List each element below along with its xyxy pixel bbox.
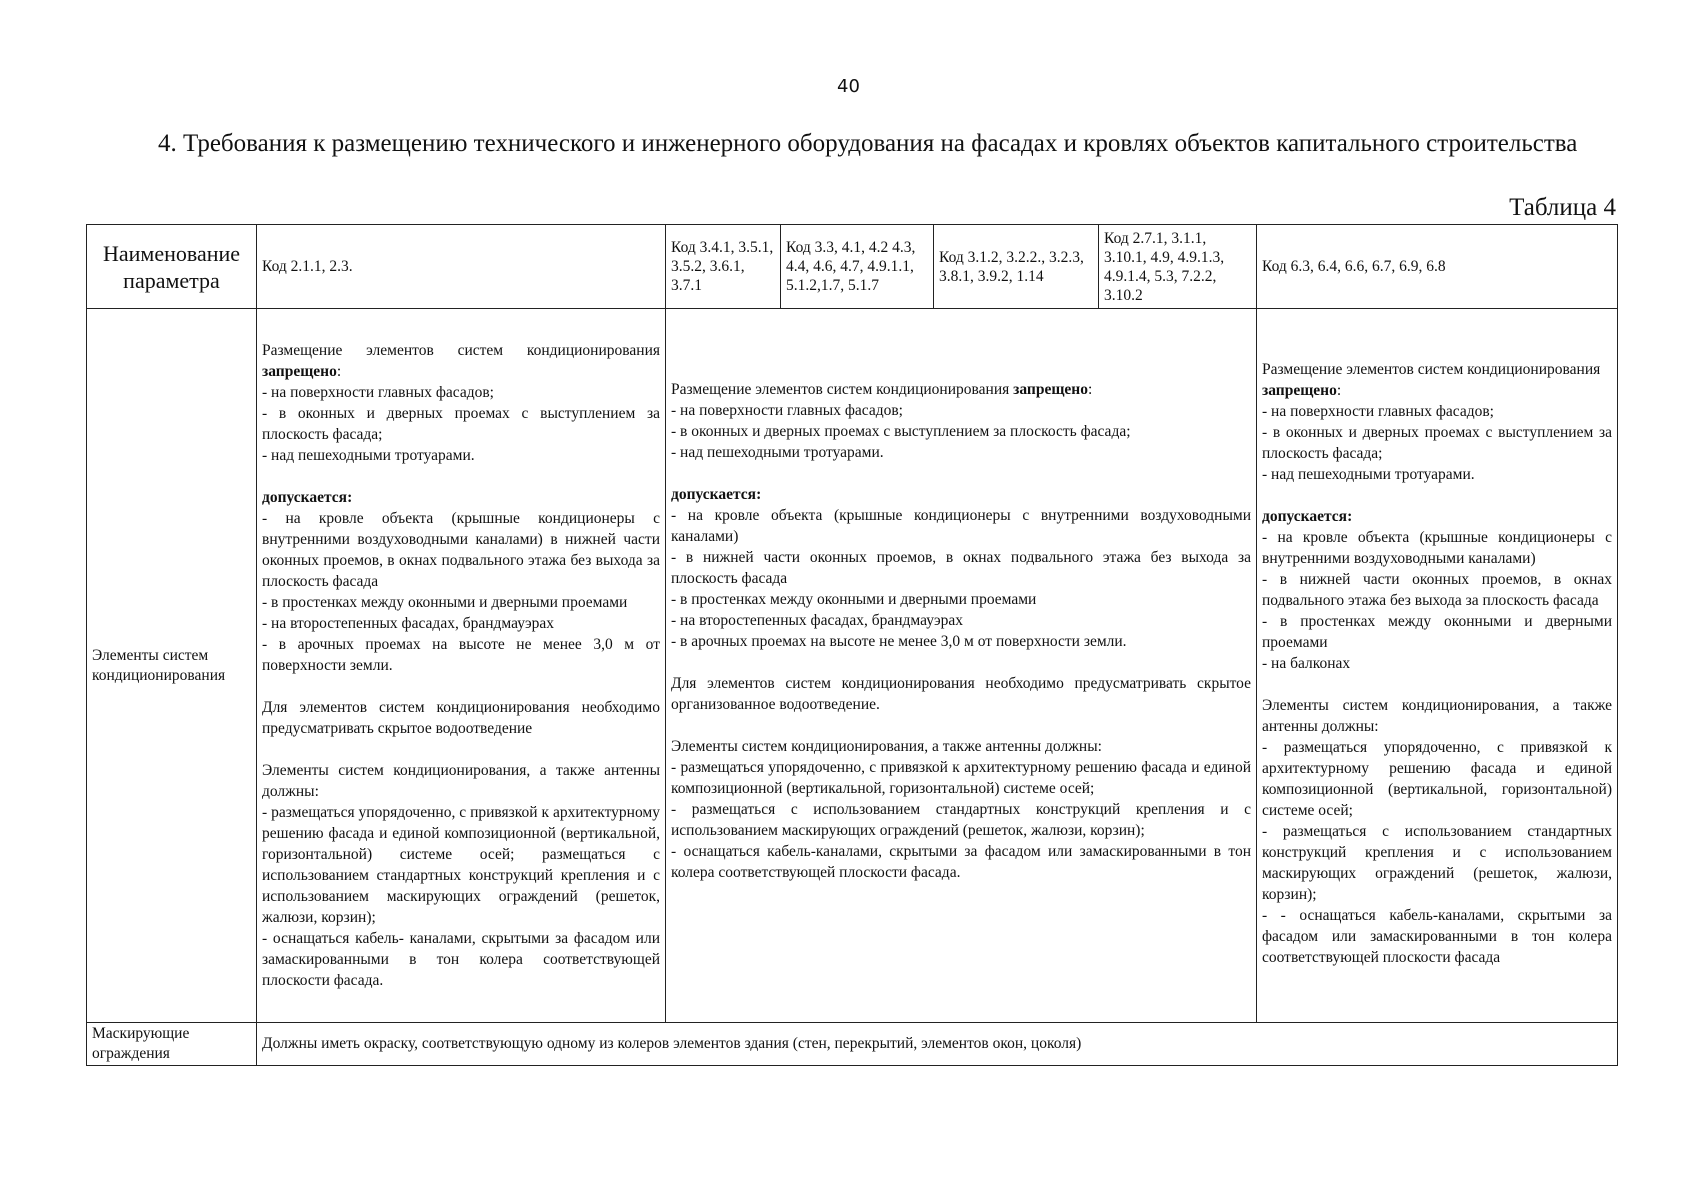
allowed-label: допускается: [262, 489, 353, 507]
allowed-label: допускается: [671, 486, 762, 504]
forbidden-label: запрещено [262, 363, 337, 381]
must-intro: Элементы систем кондиционирования, а также антенны должны: [1262, 696, 1612, 735]
list-item: - размещаться упорядоченно, с привязкой к архитектурному решению фасада и единой композиционной (вертикальной, горизонтальной) системе осей; [1262, 738, 1612, 819]
list-item: - на второстепенных фасадах, брандмауэрах [262, 615, 554, 633]
list-item: - на кровле объекта (крышные кондиционеры с внутренними воздуховодными каналами) [671, 507, 1251, 546]
list-item: - размещаться с использованием стандартных конструкций крепления и с использованием маскирующих ограждений (решеток, жалюзи, корзин); [671, 801, 1251, 840]
table-row-air-conditioning [87, 309, 1618, 1023]
page-number: 40 [837, 76, 860, 97]
list-item: - на балконах [1262, 654, 1351, 672]
list-item: - - оснащаться кабель-каналами, скрытыми за фасадом или замаскированными в тон колера соответствующей плоскости фасада [1262, 906, 1612, 966]
list-item: - в оконных и дверных проемах с выступлением за плоскость фасада; [262, 405, 660, 444]
list-item: - размещаться упорядоченно, с привязкой к архитектурному решению фасада и единой композиционной (вертикальной, горизонтальной) системе осей; размещаться с использованием стандартных конструкций крепления и с использованием маскирующих ограждений (решеток, жалюзи, корзин); [262, 804, 660, 927]
list-item: - в простенках между оконными и дверными проемами [671, 591, 1037, 609]
list-item: - над пешеходными тротуарами. [671, 444, 884, 462]
header-code-cell: Код 3.1.2, 3.2.2., 3.2.3, 3.8.1, 3.9.2, 1.14 [934, 225, 1099, 309]
header-code-cell: Код 2.1.1, 2.3. [257, 225, 666, 309]
forbidden-label: запрещено [1262, 381, 1337, 399]
drainage-note: Для элементов систем кондиционирования необходимо предусматривать скрытое водоотведение [262, 699, 660, 738]
list-item: - на кровле объекта (крышные кондиционеры с внутренними воздуховодными каналами) в нижней части оконных проемов, в окнах подвального этажа без выхода за плоскость фасада [262, 510, 660, 591]
placement-intro: Размещение элементов систем кондиционирования [671, 381, 1010, 399]
param-name-cell: Маскирующие ограждения [87, 1022, 257, 1065]
list-item: - в простенках между оконными и дверными проемами [1262, 612, 1612, 651]
requirements-cell: Размещение элементов систем кондиционирования запрещено: - на поверхности главных фасадов; - в оконных и дверных проемах с выступлением за плоскость фасада; - над пешеходными тротуарами. допускается: - на кровле объекта (крышные кондиционеры с внутренними воздуховодными каналами) в нижней части оконных проемов, в окнах подвального этажа без выхода за плоскость фасада - в простенках между оконными и дверными проемами - на второстепенных фасадах, брандмауэрах - в арочных проемах на высоте не менее 3,0 м от поверхности земли. Для элементов систем кондиционирования необходимо предусматривать скрытое водоотведение Элементы систем кондиционирования, а также антенны должны: - размещаться упорядоченно, с привязкой к архитектурному решению фасада и единой композиционной (вертикальной, горизонтальной) системе осей; размещаться с использованием стандартных конструкций крепления и с использованием маскирующих ограждений (решеток, жалюзи, корзин); - оснащаться кабель- каналами, скрытыми за фасадом или замаскированными в тон колера соответствующей плоскости фасада. [257, 309, 666, 1023]
placement-intro: Размещение элементов систем кондиционирования [1262, 360, 1601, 378]
table-header-row [87, 225, 1618, 309]
must-intro: Элементы систем кондиционирования, а также антенны должны: [671, 738, 1102, 756]
list-item: - оснащаться кабель-каналами, скрытыми за фасадом или замаскированными в тон колера соответствующей плоскости фасада. [671, 843, 1251, 882]
must-intro: Элементы систем кондиционирования, а также антенны должны: [262, 762, 660, 801]
list-item: - оснащаться кабель- каналами, скрытыми за фасадом или замаскированными в тон колера соответствующей плоскости фасада. [262, 930, 660, 990]
list-item: - в нижней части оконных проемов, в окнах подвального этажа без выхода за плоскость фасада [671, 549, 1251, 588]
list-item: - в арочных проемах на высоте не менее 3,0 м от поверхности земли. [671, 633, 1127, 651]
list-item: - размещаться упорядоченно, с привязкой к архитектурному решению фасада и единой композиционной (вертикальной, горизонтальной) системе осей; [671, 759, 1251, 798]
list-item: - в оконных и дверных проемах с выступлением за плоскость фасада; [1262, 423, 1612, 462]
list-item: - в арочных проемах на высоте не менее 3,0 м от поверхности земли. [262, 636, 660, 675]
requirements-cell: Должны иметь окраску, соответствующую одному из колеров элементов здания (стен, перекрытий, элементов окон, цоколя) [257, 1022, 1618, 1065]
header-param-cell: Наименование параметра [87, 225, 257, 309]
param-name-cell: Элементы систем кондиционирования [87, 309, 257, 1023]
list-item: - в простенках между оконными и дверными проемами [262, 594, 628, 612]
allowed-label: допускается: [1262, 507, 1353, 525]
list-item: - над пешеходными тротуарами. [1262, 465, 1475, 483]
list-item: - в оконных и дверных проемах с выступлением за плоскость фасада; [671, 423, 1131, 441]
header-code-cell: Код 3.4.1, 3.5.1, 3.5.2, 3.6.1, 3.7.1 [666, 225, 781, 309]
list-item: - над пешеходными тротуарами. [262, 447, 475, 465]
table-row-masking-fences [87, 1022, 1618, 1065]
list-item: - на второстепенных фасадах, брандмауэрах [671, 612, 963, 630]
table-caption: Таблица 4 [1509, 194, 1616, 221]
list-item: - на поверхности главных фасадов; [262, 384, 494, 402]
list-item: - в нижней части оконных проемов, в окнах подвального этажа без выхода за плоскость фасада [1262, 570, 1612, 609]
header-code-cell: Код 2.7.1, 3.1.1, 3.10.1, 4.9, 4.9.1.3, 4.9.1.4, 5.3, 7.2.2, 3.10.2 [1099, 225, 1257, 309]
header-code-cell: Код 3.3, 4.1, 4.2 4.3, 4.4, 4.6, 4.7, 4.9.1.1, 5.1.2,1.7, 5.1.7 [781, 225, 934, 309]
placement-intro: Размещение элементов систем кондиционирования [262, 342, 660, 360]
list-item: - на поверхности главных фасадов; [1262, 402, 1494, 420]
requirements-cell: Размещение элементов систем кондиционирования запрещено: - на поверхности главных фасадов; - в оконных и дверных проемах с выступлением за плоскость фасада; - над пешеходными тротуарами. допускается: - на кровле объекта (крышные кондиционеры с внутренними воздуховодными каналами) - в нижней части оконных проемов, в окнах подвального этажа без выхода за плоскость фасада - в простенках между оконными и дверными проемами - на балконах Элементы систем кондиционирования, а также антенны должны: - размещаться упорядоченно, с привязкой к архитектурному решению фасада и единой композиционной (вертикальной, горизонтальной) системе осей; - размещаться с использованием стандартных конструкций крепления и с использованием маскирующих ограждений (решеток, жалюзи, корзин); - - оснащаться кабель-каналами, скрытыми за фасадом или замаскированными в тон колера соответствующей плоскости фасада [1257, 309, 1618, 1023]
list-item: - размещаться с использованием стандартных конструкций крепления и с использованием маскирующих ограждений (решеток, жалюзи, корзин); [1262, 822, 1612, 903]
section-heading: 4. Требования к размещению технического и инженерного оборудования на фасадах и кровлях объектов капитального строительства [158, 130, 1578, 157]
header-code-cell: Код 6.3, 6.4, 6.6, 6.7, 6.9, 6.8 [1257, 225, 1618, 309]
drainage-note: Для элементов систем кондиционирования необходимо предусматривать скрытое организованное водоотведение. [671, 675, 1251, 714]
requirements-cell: Размещение элементов систем кондиционирования запрещено: - на поверхности главных фасадов; - в оконных и дверных проемах с выступлением за плоскость фасада; - над пешеходными тротуарами. допускается: - на кровле объекта (крышные кондиционеры с внутренними воздуховодными каналами) - в нижней части оконных проемов, в окнах подвального этажа без выхода за плоскость фасада - в простенках между оконными и дверными проемами - на второстепенных фасадах, брандмауэрах - в арочных проемах на высоте не менее 3,0 м от поверхности земли. Для элементов систем кондиционирования необходимо предусматривать скрытое организованное водоотведение. Элементы систем кондиционирования, а также антенны должны: - размещаться упорядоченно, с привязкой к архитектурному решению фасада и единой композиционной (вертикальной, горизонтальной) системе осей; - размещаться с использованием стандартных конструкций крепления и с использованием маскирующих ограждений (решеток, жалюзи, корзин); - оснащаться кабель-каналами, скрытыми за фасадом или замаскированными в тон колера соответствующей плоскости фасада. [666, 309, 1257, 1023]
forbidden-label: запрещено [1013, 381, 1088, 399]
requirements-table [86, 224, 1618, 1066]
list-item: - на кровле объекта (крышные кондиционеры с внутренними воздуховодными каналами) [1262, 528, 1612, 567]
list-item: - на поверхности главных фасадов; [671, 402, 903, 420]
